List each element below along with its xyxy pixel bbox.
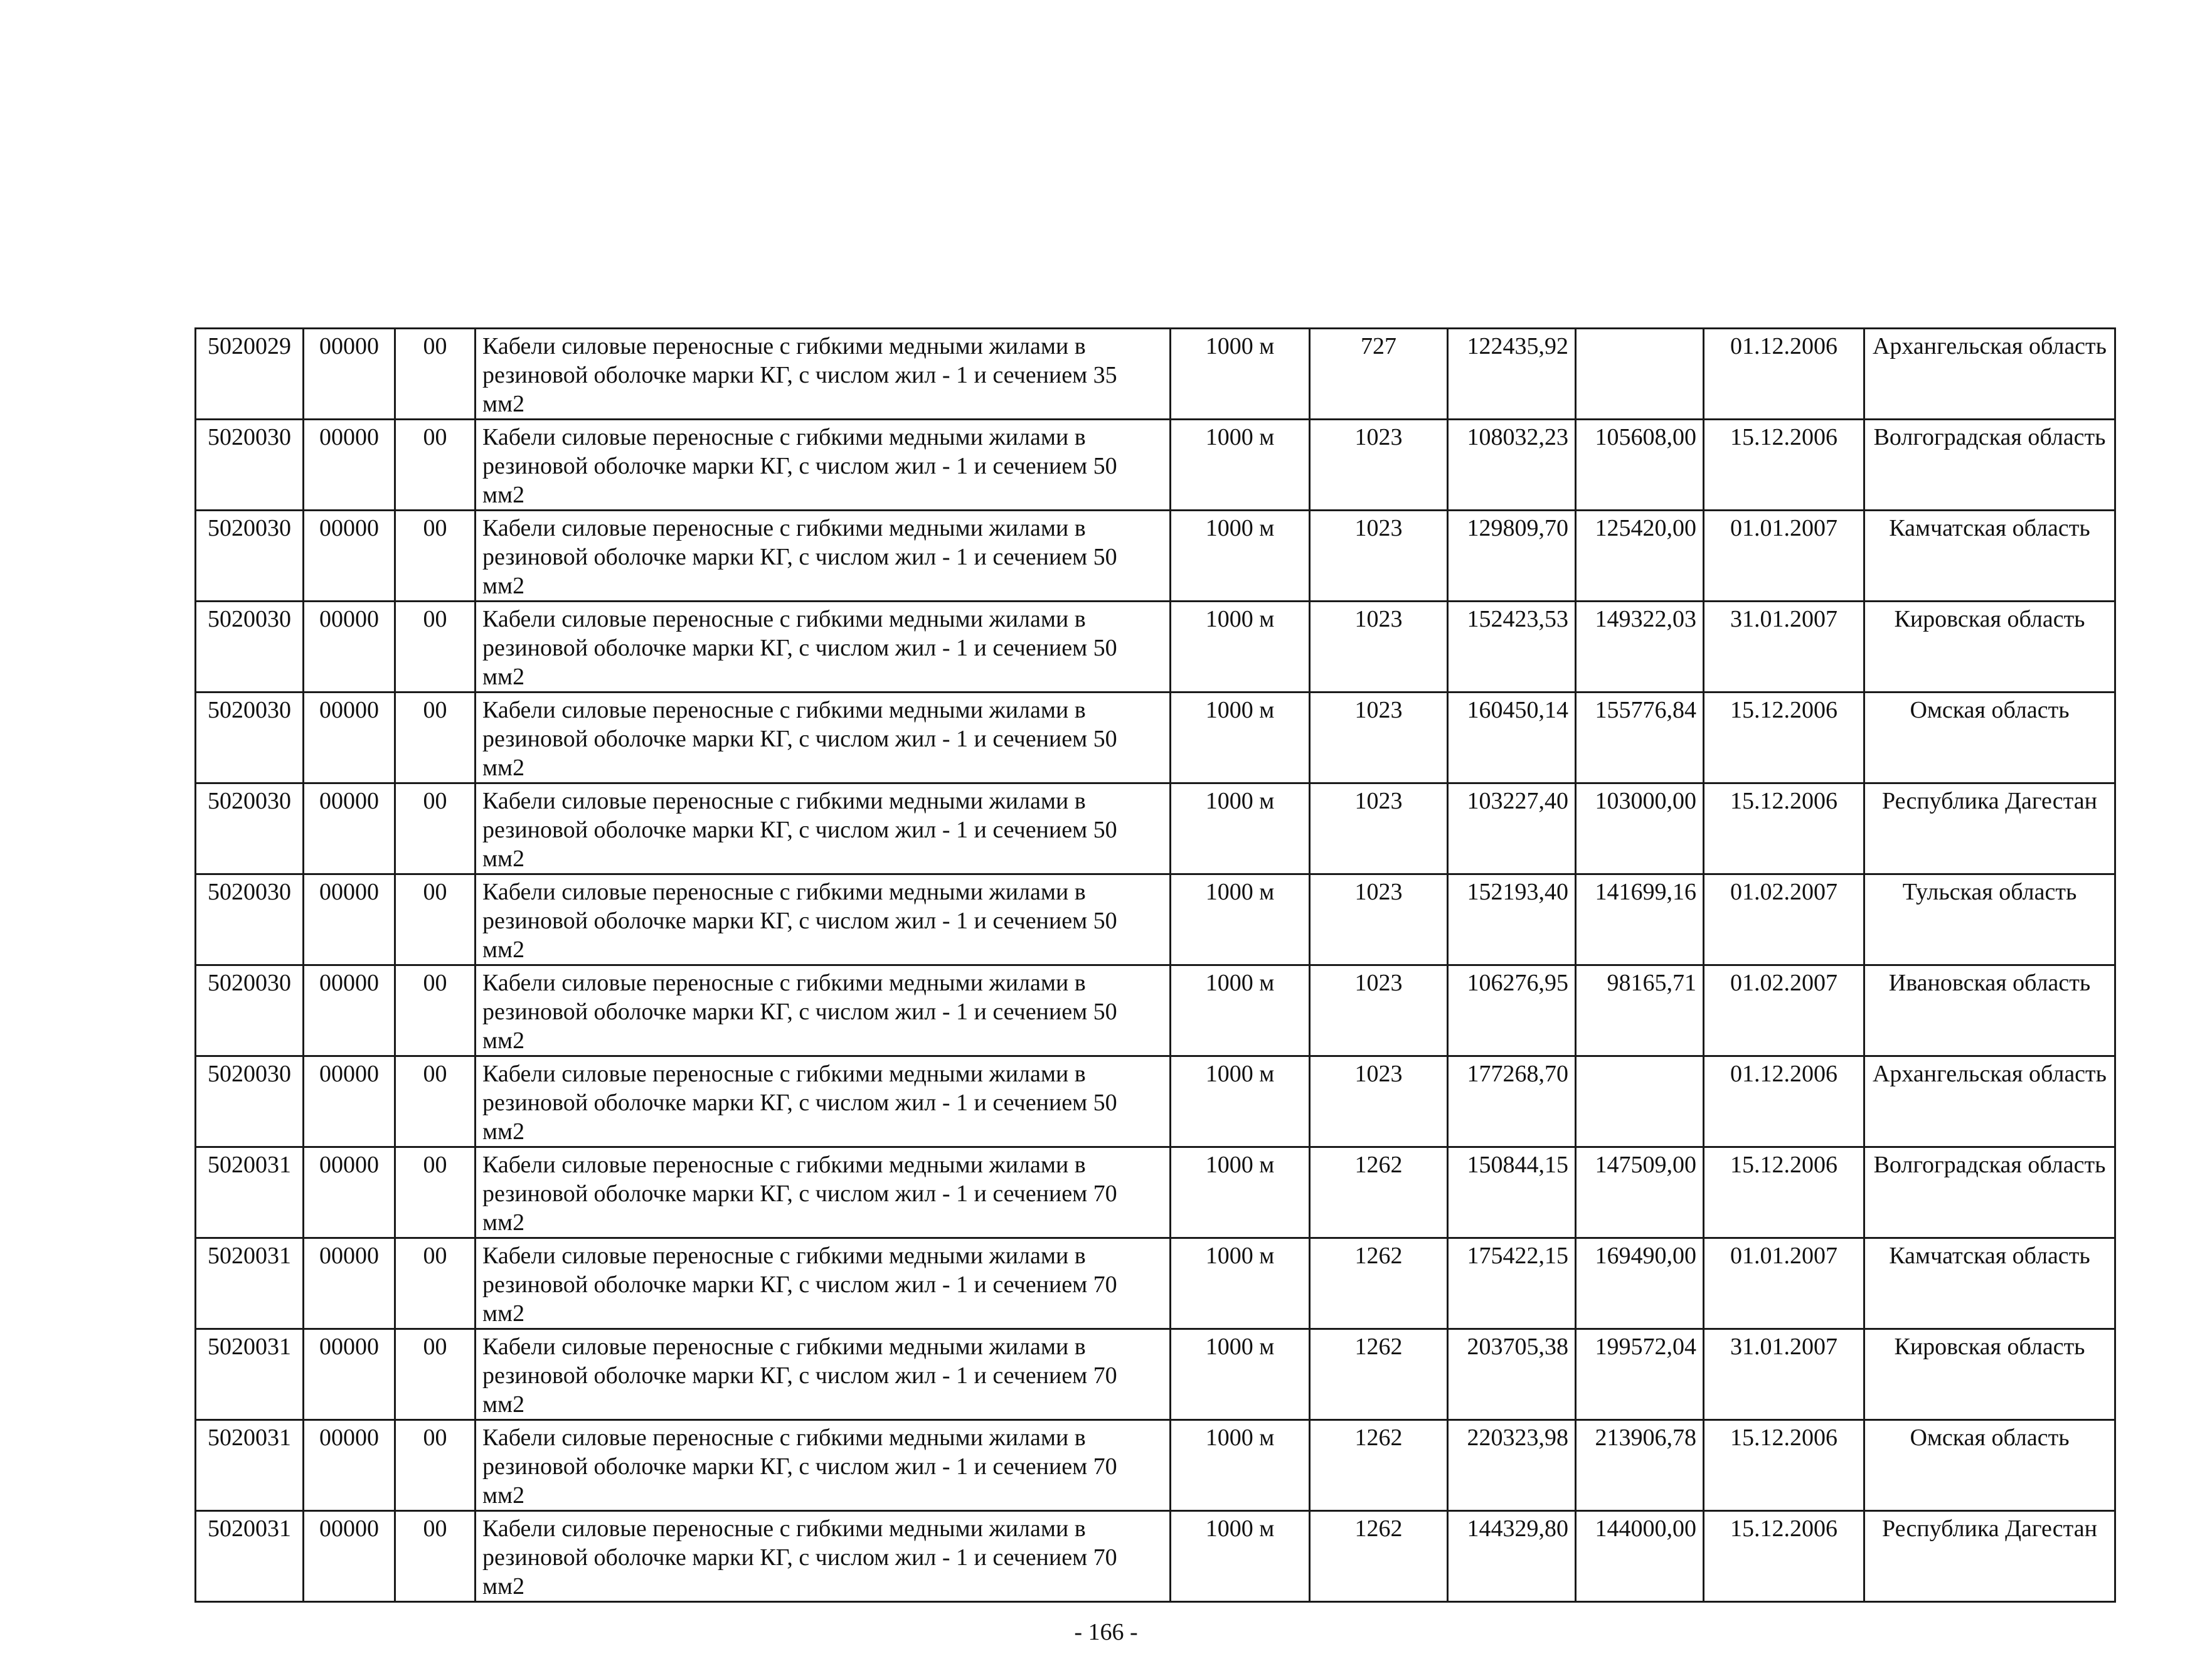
- unit-cell: 1000 м: [1171, 783, 1310, 874]
- price-alt-cell: 147509,00: [1576, 1147, 1704, 1238]
- subcode-cell: 00000: [304, 1147, 395, 1238]
- date-cell: 15.12.2006: [1704, 1511, 1864, 1602]
- region-cell: Кировская область: [1864, 602, 2115, 693]
- description-cell: Кабели силовые переносные с гибкими медными жилами в резиновой оболочке марки КГ, с числом жил - 1 и сечением 50 мм2: [476, 420, 1171, 511]
- table-row: [196, 329, 2115, 420]
- price-cell: 203705,38: [1448, 1329, 1576, 1420]
- date-cell: 15.12.2006: [1704, 1420, 1864, 1511]
- unit-cell: 1000 м: [1171, 874, 1310, 965]
- region-cell: Камчатская область: [1864, 1238, 2115, 1329]
- code-cell: 5020030: [196, 1056, 304, 1147]
- description-cell: Кабели силовые переносные с гибкими медными жилами в резиновой оболочке марки КГ, с числом жил - 1 и сечением 70 мм2: [476, 1420, 1171, 1511]
- subcode-cell: 00000: [304, 965, 395, 1056]
- unit-cell: 1000 м: [1171, 511, 1310, 602]
- price-cell: 150844,15: [1448, 1147, 1576, 1238]
- region-cell: Ивановская область: [1864, 965, 2115, 1056]
- price-alt-cell: [1576, 1056, 1704, 1147]
- price-alt-cell: 141699,16: [1576, 874, 1704, 965]
- table-row: [196, 783, 2115, 874]
- date-cell: 31.01.2007: [1704, 602, 1864, 693]
- table-row: [196, 1238, 2115, 1329]
- region-cell: Волгоградская область: [1864, 1147, 2115, 1238]
- description-cell: Кабели силовые переносные с гибкими медными жилами в резиновой оболочке марки КГ, с числом жил - 1 и сечением 70 мм2: [476, 1511, 1171, 1602]
- subcode2-cell: 00: [395, 1238, 476, 1329]
- price-alt-cell: 98165,71: [1576, 965, 1704, 1056]
- region-cell: Омская область: [1864, 1420, 2115, 1511]
- price-alt-cell: [1576, 329, 1704, 420]
- price-cell: 103227,40: [1448, 783, 1576, 874]
- subcode2-cell: 00: [395, 965, 476, 1056]
- table-row: [196, 420, 2115, 511]
- region-cell: Республика Дагестан: [1864, 783, 2115, 874]
- date-cell: 01.12.2006: [1704, 1056, 1864, 1147]
- quantity-cell: 1262: [1310, 1420, 1448, 1511]
- quantity-cell: 1262: [1310, 1238, 1448, 1329]
- date-cell: 15.12.2006: [1704, 693, 1864, 783]
- price-cell: 152423,53: [1448, 602, 1576, 693]
- subcode-cell: 00000: [304, 329, 395, 420]
- unit-cell: 1000 м: [1171, 1329, 1310, 1420]
- region-cell: Камчатская область: [1864, 511, 2115, 602]
- date-cell: 01.01.2007: [1704, 1238, 1864, 1329]
- quantity-cell: 1023: [1310, 420, 1448, 511]
- price-cell: 177268,70: [1448, 1056, 1576, 1147]
- table-row: [196, 1511, 2115, 1602]
- code-cell: 5020029: [196, 329, 304, 420]
- price-cell: 129809,70: [1448, 511, 1576, 602]
- subcode2-cell: 00: [395, 511, 476, 602]
- unit-cell: 1000 м: [1171, 329, 1310, 420]
- quantity-cell: 1262: [1310, 1147, 1448, 1238]
- table-row: [196, 965, 2115, 1056]
- quantity-cell: 1023: [1310, 693, 1448, 783]
- unit-cell: 1000 м: [1171, 693, 1310, 783]
- unit-cell: 1000 м: [1171, 420, 1310, 511]
- subcode-cell: 00000: [304, 420, 395, 511]
- description-cell: Кабели силовые переносные с гибкими медными жилами в резиновой оболочке марки КГ, с числом жил - 1 и сечением 50 мм2: [476, 1056, 1171, 1147]
- price-cell: 106276,95: [1448, 965, 1576, 1056]
- subcode-cell: 00000: [304, 783, 395, 874]
- quantity-cell: 1023: [1310, 1056, 1448, 1147]
- price-cell: 122435,92: [1448, 329, 1576, 420]
- date-cell: 15.12.2006: [1704, 420, 1864, 511]
- unit-cell: 1000 м: [1171, 1238, 1310, 1329]
- subcode2-cell: 00: [395, 1147, 476, 1238]
- quantity-cell: 1023: [1310, 602, 1448, 693]
- code-cell: 5020030: [196, 874, 304, 965]
- subcode2-cell: 00: [395, 693, 476, 783]
- date-cell: 31.01.2007: [1704, 1329, 1864, 1420]
- table-row: [196, 1329, 2115, 1420]
- subcode2-cell: 00: [395, 1056, 476, 1147]
- price-cell: 144329,80: [1448, 1511, 1576, 1602]
- description-cell: Кабели силовые переносные с гибкими медными жилами в резиновой оболочке марки КГ, с числом жил - 1 и сечением 50 мм2: [476, 602, 1171, 693]
- subcode2-cell: 00: [395, 329, 476, 420]
- date-cell: 01.02.2007: [1704, 965, 1864, 1056]
- region-cell: Архангельская область: [1864, 1056, 2115, 1147]
- unit-cell: 1000 м: [1171, 1147, 1310, 1238]
- subcode-cell: 00000: [304, 1329, 395, 1420]
- quantity-cell: 1262: [1310, 1511, 1448, 1602]
- code-cell: 5020030: [196, 693, 304, 783]
- subcode2-cell: 00: [395, 783, 476, 874]
- unit-cell: 1000 м: [1171, 1511, 1310, 1602]
- price-alt-cell: 169490,00: [1576, 1238, 1704, 1329]
- subcode-cell: 00000: [304, 693, 395, 783]
- subcode2-cell: 00: [395, 1329, 476, 1420]
- unit-cell: 1000 м: [1171, 965, 1310, 1056]
- quantity-cell: 1023: [1310, 965, 1448, 1056]
- region-cell: Республика Дагестан: [1864, 1511, 2115, 1602]
- price-table: [194, 327, 2116, 1603]
- date-cell: 15.12.2006: [1704, 783, 1864, 874]
- code-cell: 5020030: [196, 420, 304, 511]
- price-alt-cell: 125420,00: [1576, 511, 1704, 602]
- description-cell: Кабели силовые переносные с гибкими медными жилами в резиновой оболочке марки КГ, с числом жил - 1 и сечением 50 мм2: [476, 511, 1171, 602]
- table-body: [196, 329, 2115, 1602]
- subcode-cell: 00000: [304, 511, 395, 602]
- code-cell: 5020030: [196, 783, 304, 874]
- quantity-cell: 1262: [1310, 1329, 1448, 1420]
- code-cell: 5020031: [196, 1147, 304, 1238]
- region-cell: Кировская область: [1864, 1329, 2115, 1420]
- code-cell: 5020030: [196, 511, 304, 602]
- table-row: [196, 511, 2115, 602]
- price-cell: 108032,23: [1448, 420, 1576, 511]
- code-cell: 5020031: [196, 1420, 304, 1511]
- subcode2-cell: 00: [395, 420, 476, 511]
- subcode2-cell: 00: [395, 1511, 476, 1602]
- unit-cell: 1000 м: [1171, 1420, 1310, 1511]
- price-cell: 175422,15: [1448, 1238, 1576, 1329]
- description-cell: Кабели силовые переносные с гибкими медными жилами в резиновой оболочке марки КГ, с числом жил - 1 и сечением 50 мм2: [476, 693, 1171, 783]
- description-cell: Кабели силовые переносные с гибкими медными жилами в резиновой оболочке марки КГ, с числом жил - 1 и сечением 50 мм2: [476, 874, 1171, 965]
- code-cell: 5020030: [196, 602, 304, 693]
- code-cell: 5020031: [196, 1329, 304, 1420]
- date-cell: 01.01.2007: [1704, 511, 1864, 602]
- quantity-cell: 727: [1310, 329, 1448, 420]
- subcode2-cell: 00: [395, 602, 476, 693]
- quantity-cell: 1023: [1310, 511, 1448, 602]
- description-cell: Кабели силовые переносные с гибкими медными жилами в резиновой оболочке марки КГ, с числом жил - 1 и сечением 35 мм2: [476, 329, 1171, 420]
- subcode2-cell: 00: [395, 1420, 476, 1511]
- region-cell: Тульская область: [1864, 874, 2115, 965]
- quantity-cell: 1023: [1310, 783, 1448, 874]
- table-row: [196, 693, 2115, 783]
- price-alt-cell: 199572,04: [1576, 1329, 1704, 1420]
- price-alt-cell: 155776,84: [1576, 693, 1704, 783]
- price-cell: 160450,14: [1448, 693, 1576, 783]
- subcode2-cell: 00: [395, 874, 476, 965]
- date-cell: 01.02.2007: [1704, 874, 1864, 965]
- price-cell: 220323,98: [1448, 1420, 1576, 1511]
- subcode-cell: 00000: [304, 874, 395, 965]
- date-cell: 01.12.2006: [1704, 329, 1864, 420]
- price-cell: 152193,40: [1448, 874, 1576, 965]
- price-alt-cell: 213906,78: [1576, 1420, 1704, 1511]
- description-cell: Кабели силовые переносные с гибкими медными жилами в резиновой оболочке марки КГ, с числом жил - 1 и сечением 50 мм2: [476, 965, 1171, 1056]
- unit-cell: 1000 м: [1171, 1056, 1310, 1147]
- description-cell: Кабели силовые переносные с гибкими медными жилами в резиновой оболочке марки КГ, с числом жил - 1 и сечением 70 мм2: [476, 1329, 1171, 1420]
- price-alt-cell: 105608,00: [1576, 420, 1704, 511]
- description-cell: Кабели силовые переносные с гибкими медными жилами в резиновой оболочке марки КГ, с числом жил - 1 и сечением 50 мм2: [476, 783, 1171, 874]
- code-cell: 5020031: [196, 1238, 304, 1329]
- table-row: [196, 1147, 2115, 1238]
- region-cell: Архангельская область: [1864, 329, 2115, 420]
- description-cell: Кабели силовые переносные с гибкими медными жилами в резиновой оболочке марки КГ, с числом жил - 1 и сечением 70 мм2: [476, 1147, 1171, 1238]
- code-cell: 5020030: [196, 965, 304, 1056]
- page-number: - 166 -: [1074, 1619, 1138, 1645]
- subcode-cell: 00000: [304, 602, 395, 693]
- code-cell: 5020031: [196, 1511, 304, 1602]
- price-alt-cell: 149322,03: [1576, 602, 1704, 693]
- date-cell: 15.12.2006: [1704, 1147, 1864, 1238]
- price-alt-cell: 144000,00: [1576, 1511, 1704, 1602]
- price-alt-cell: 103000,00: [1576, 783, 1704, 874]
- description-cell: Кабели силовые переносные с гибкими медными жилами в резиновой оболочке марки КГ, с числом жил - 1 и сечением 70 мм2: [476, 1238, 1171, 1329]
- table-row: [196, 602, 2115, 693]
- table-row: [196, 1420, 2115, 1511]
- table-row: [196, 1056, 2115, 1147]
- subcode-cell: 00000: [304, 1511, 395, 1602]
- table-row: [196, 874, 2115, 965]
- region-cell: Омская область: [1864, 693, 2115, 783]
- quantity-cell: 1023: [1310, 874, 1448, 965]
- region-cell: Волгоградская область: [1864, 420, 2115, 511]
- subcode-cell: 00000: [304, 1238, 395, 1329]
- subcode-cell: 00000: [304, 1420, 395, 1511]
- unit-cell: 1000 м: [1171, 602, 1310, 693]
- subcode-cell: 00000: [304, 1056, 395, 1147]
